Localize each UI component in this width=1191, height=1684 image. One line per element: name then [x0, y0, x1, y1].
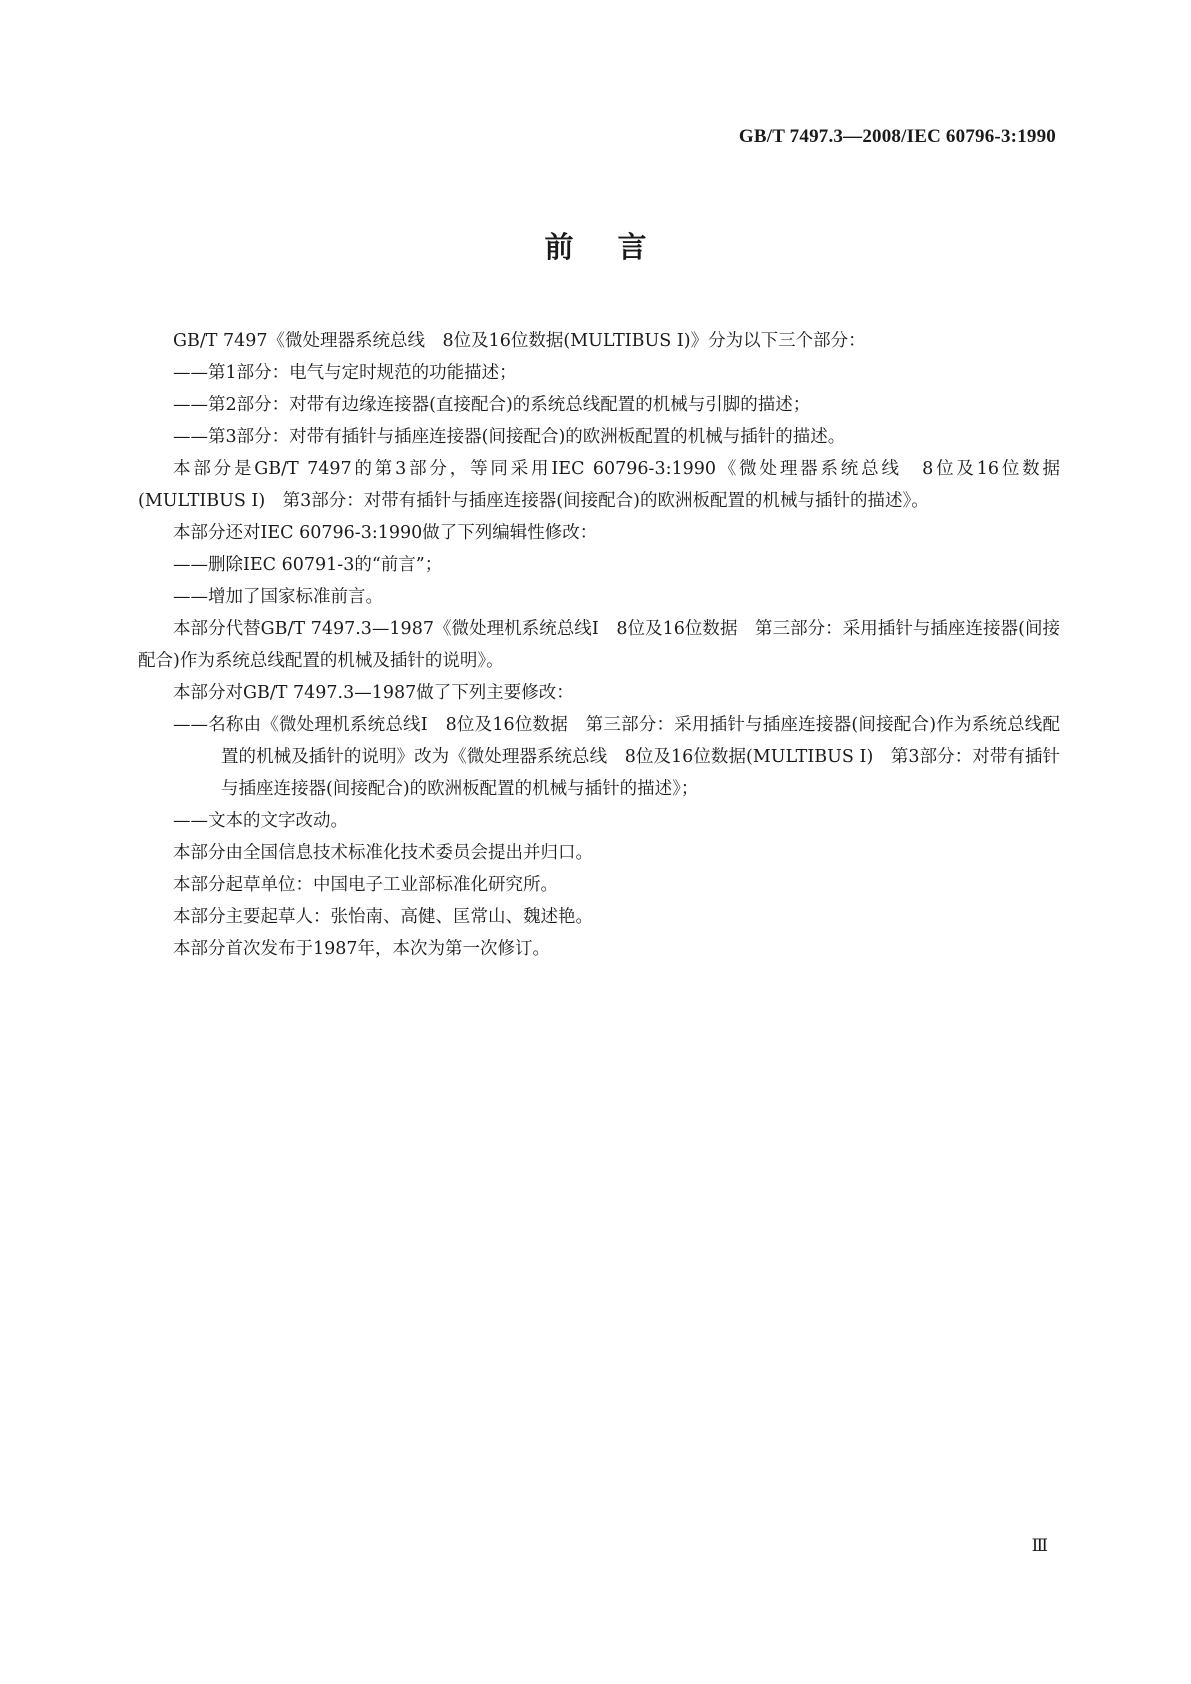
paragraph: GB/T 7497《微处理器系统总线 8位及16位数据(MULTIBUS Ⅰ)》分为以下三个部分：	[173, 331, 866, 351]
foreword-body	[138, 325, 1060, 965]
list-item: ——删除IEC 60791-3的“前言”；	[173, 555, 443, 575]
list-item: ——第2部分：对带有边缘连接器(直接配合)的系统总线配置的机械与引脚的描述；	[173, 395, 811, 415]
list-item: ——文本的文字改动。	[173, 811, 348, 831]
paragraph: 本部分是GB/T 7497的第3部分，等同采用IEC 60796-3:1990《微处理器系统总线 8位及16位数据(MULTIBUS Ⅰ) 第3部分：对带有插针与插座连接器(间接配合)的欧洲板配置的机械与插针的描述》。	[138, 459, 1060, 511]
paragraph: 本部分主要起草人：张怡南、高健、匡常山、魏述艳。	[173, 907, 593, 927]
list-item: ——增加了国家标准前言。	[173, 587, 383, 607]
standard-number: GB/T 7497.3—2008/IEC 60796-3:1990	[738, 126, 1056, 147]
paragraph: 本部分首次发布于1987年，本次为第一次修订。	[173, 939, 551, 959]
paragraph: 本部分起草单位：中国电子工业部标准化研究所。	[173, 875, 558, 895]
paragraph: 本部分代替GB/T 7497.3—1987《微处理机系统总线Ⅰ 8位及16位数据 第三部分：采用插针与插座连接器(间接配合)作为系统总线配置的机械及插针的说明》。	[138, 619, 1060, 671]
list-item: ——第3部分：对带有插针与插座连接器(间接配合)的欧洲板配置的机械与插针的描述。	[173, 427, 846, 447]
page-number: Ⅲ	[1031, 1536, 1048, 1555]
paragraph: 本部分由全国信息技术标准化技术委员会提出并归口。	[173, 843, 593, 863]
list-item: ——名称由《微处理机系统总线Ⅰ 8位及16位数据 第三部分：采用插针与插座连接器(间接配合)作为系统总线配置的机械及插针的说明》改为《微处理器系统总线 8位及16位数据(MULTIBUS Ⅰ) 第3部分：对带有插针与插座连接器(间接配合)的欧洲板配置的机械与插针的描述》；	[173, 715, 1060, 799]
paragraph: 本部分对GB/T 7497.3—1987做了下列主要修改：	[173, 683, 574, 703]
page-title: 前言	[544, 230, 691, 264]
list-item: ——第1部分：电气与定时规范的功能描述；	[173, 363, 517, 383]
paragraph: 本部分还对IEC 60796-3:1990做了下列编辑性修改：	[173, 523, 598, 543]
